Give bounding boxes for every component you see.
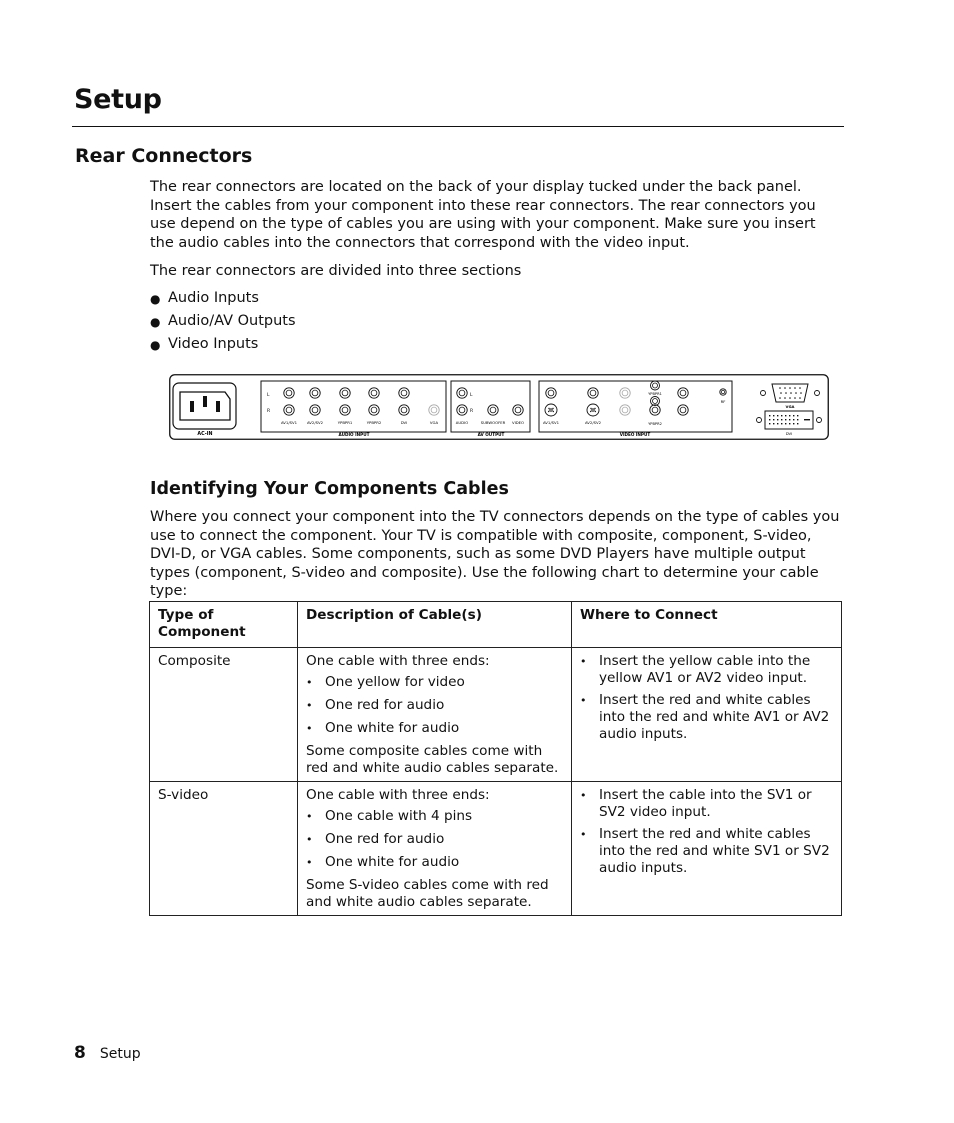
svg-text:YPBPR1: YPBPR1 <box>337 420 353 425</box>
cell-description: One cable with three ends: • One cable with 4 pins • One red for audio • One white for audio Some S-video cables come with red and white audio cables separate. <box>298 782 572 916</box>
section-title: Rear Connectors <box>75 145 253 167</box>
title-rule <box>72 126 844 127</box>
subsection-title: Identifying Your Components Cables <box>150 479 509 499</box>
list-item: • Insert the red and white cables into the red and white AV1 or AV2 audio inputs. <box>580 692 830 742</box>
svg-text:SUBWOOFER: SUBWOOFER <box>480 420 506 425</box>
svg-text:AUDIO: AUDIO <box>455 420 469 425</box>
svg-text:YPBPR2: YPBPR2 <box>648 422 662 426</box>
svg-text:R: R <box>470 409 474 414</box>
cell-type: S-video <box>150 782 298 916</box>
av-output-title: AV OUTPUT <box>477 432 505 437</box>
cell-description: One cable with three ends: • One yellow for video • One red for audio • One white for audio Some composite cables come with red and white audio cables separate. <box>298 648 572 782</box>
svg-text:DVI: DVI <box>400 420 408 425</box>
list-item: • Insert the cable into the SV1 or SV2 video input. <box>580 787 812 820</box>
svg-text:AV2/SV2: AV2/SV2 <box>584 420 602 425</box>
list-item: • One cable with 4 pins <box>306 808 473 824</box>
bullet-icon: ● <box>150 338 161 352</box>
svg-text:AV1/SV1: AV1/SV1 <box>542 420 560 425</box>
table-header-row <box>150 602 842 648</box>
rear-panel-diagram <box>169 374 829 440</box>
list-item: • One red for audio <box>306 831 445 847</box>
panel-outline <box>170 375 829 440</box>
bullet-icon: ● <box>150 292 161 306</box>
header-where: Where to Connect <box>572 602 842 648</box>
list-item: • Insert the yellow cable into the yellow AV1 or AV2 video input. <box>580 653 811 686</box>
audio-input-title: AUDIO INPUT <box>338 432 370 437</box>
svg-text:VIDEO: VIDEO <box>511 420 525 425</box>
table-row <box>150 782 842 916</box>
header-description: Description of Cable(s) <box>298 602 572 648</box>
list-item: • One white for audio <box>306 720 460 736</box>
list-item: • One yellow for video <box>306 674 465 690</box>
cell-connect <box>572 782 842 916</box>
list-item: • Insert the red and white cables into the red and white SV1 or SV2 audio inputs. <box>580 826 830 876</box>
cable-chart <box>149 601 842 916</box>
sections-list <box>150 290 296 359</box>
svg-text:VGA: VGA <box>429 420 439 425</box>
video-input-title: VIDEO INPUT <box>619 432 651 437</box>
dvi-label: DVI <box>785 431 793 436</box>
list-item: • One red for audio <box>306 697 445 713</box>
cell-connect <box>572 648 842 782</box>
svg-text:YPBPR1: YPBPR1 <box>648 392 662 396</box>
list-item: ● Audio/AV Outputs <box>150 313 296 336</box>
bullet-icon: ● <box>150 315 161 329</box>
subsection-paragraph: Where you connect your component into the TV connectors depends on the type of cables you use to connect the component. Your TV is compatible with composite, component, S-video, DVI-D, or VGA cables. Some components, such as some DVD Players have multiple output types (component, S-video and composite). Use the following chart to determine your cable type: <box>150 509 840 600</box>
svg-text:YPBPR2: YPBPR2 <box>366 420 382 425</box>
svg-text:AV1/SV1: AV1/SV1 <box>280 420 298 425</box>
header-type: Type of Component <box>150 602 298 648</box>
cell-type: Composite <box>150 648 298 782</box>
ac-in-label: AC-IN <box>197 432 213 437</box>
divided-text: The rear connectors are divided into three sections <box>150 263 522 279</box>
list-item: • One white for audio <box>306 854 460 870</box>
page-footer <box>74 1043 141 1063</box>
svg-text:L: L <box>267 393 270 398</box>
svg-text:R: R <box>267 409 271 414</box>
list-item: ● Video Inputs <box>150 336 296 359</box>
vga-label: VGA <box>785 404 795 409</box>
table-row <box>150 648 842 782</box>
page-title: Setup <box>74 84 162 115</box>
intro-paragraph: The rear connectors are located on the back of your display tucked under the back panel. Insert the cables from your component into these rear connectors. The rear connectors you use depend on the type of cables you are using with your component. Make sure you insert the audio cables into the connectors that correspond with the video input. <box>150 179 816 251</box>
svg-text:L: L <box>470 393 473 398</box>
list-item: ● Audio Inputs <box>150 290 296 313</box>
svg-text:RF: RF <box>720 399 726 404</box>
svg-text:AV2/SV2: AV2/SV2 <box>306 420 324 425</box>
page-number: 8 <box>74 1043 86 1063</box>
footer-label: Setup <box>99 1046 141 1062</box>
